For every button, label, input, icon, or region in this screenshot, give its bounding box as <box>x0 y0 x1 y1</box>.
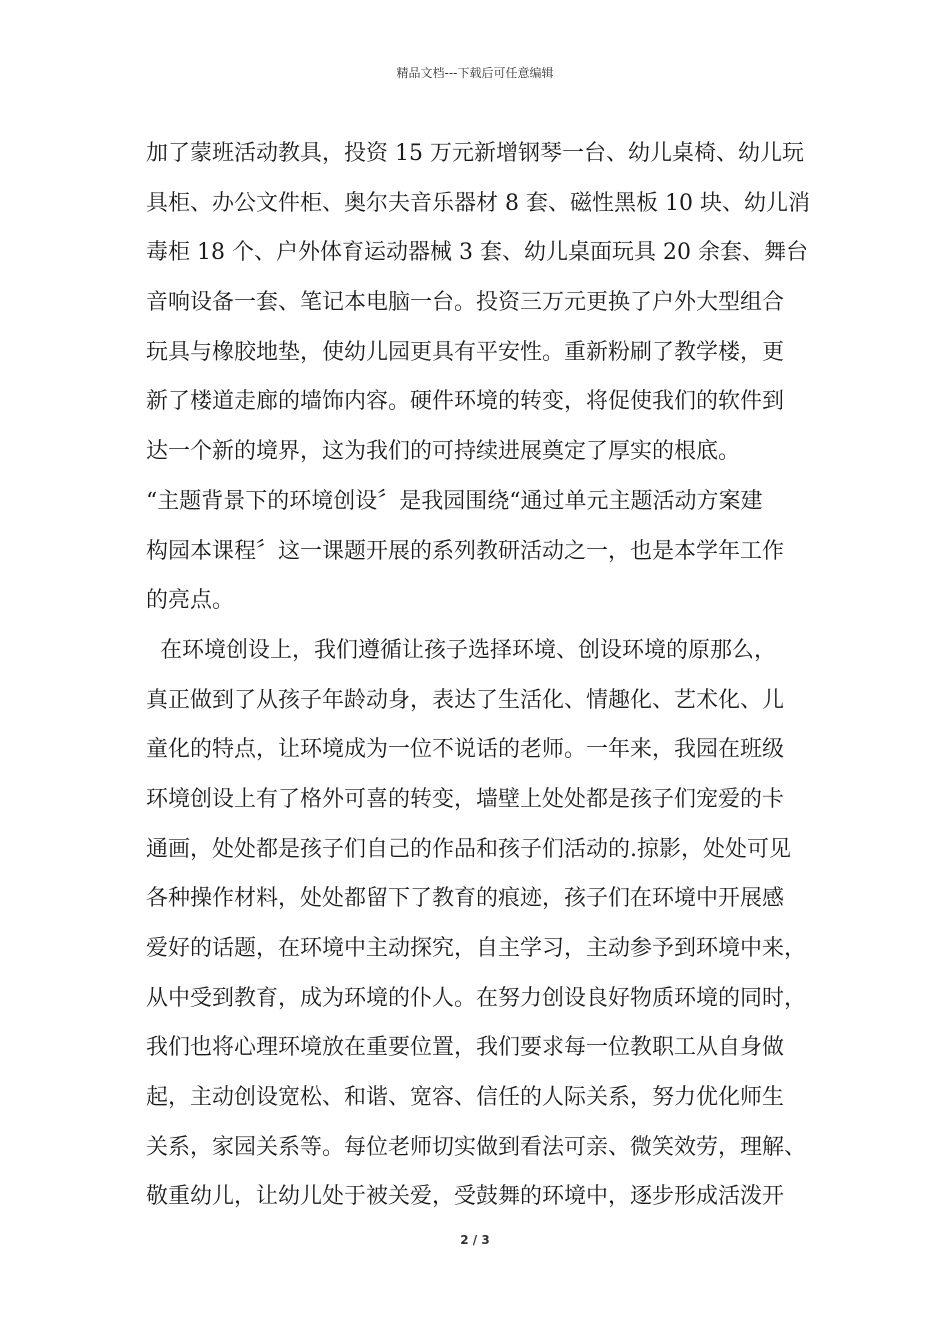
text-line: 爱好的话题，在环境中主动探究，自主学习，主动参予到环境中来， <box>146 936 807 961</box>
text-line: 在环境创设上，我们遵循让孩子选择环境、创设环境的原那么， <box>146 637 776 663</box>
text-line: 敬重幼儿，让幼儿处于被关爱，受鼓舞的环境中，逐步形成活泼开 <box>146 1184 785 1210</box>
text-line: 构园本课程〞这一课题开展的系列教研活动之一，也是本学年工作 <box>146 538 785 564</box>
text-line: 达一个新的境界，这为我们的可持续进展奠定了厚实的根底。 <box>146 439 741 465</box>
text-line: 玩具与橡胶地垫，使幼儿园更具有平安性。重新粉刷了教学楼，更 <box>146 339 785 365</box>
page-number: 2 / 3 <box>460 1233 490 1247</box>
text-line: 从中受到教育，成为环境的仆人。在努力创设良好物质环境的同时， <box>146 985 807 1011</box>
text-line: 关系，家园关系等。每位老师切实做到看法可亲、微笑效劳，理解、 <box>146 1134 807 1160</box>
text-line: 毒柜 18 个、户外体育运动器械 3 套、幼儿桌面玩具 20 余套、舞台 <box>146 240 808 266</box>
text-line: 的亮点。 <box>146 588 235 614</box>
text-line: 音响设备一套、笔记本电脑一台。投资三万元更换了户外大型组合 <box>146 290 785 316</box>
text-line: 通画，处处都是孩子们自己的作品和孩子们活动的.掠影，处处可见 <box>146 836 791 862</box>
text-line: 各种操作材料，处处都留下了教育的痕迹，孩子们在环境中开展感 <box>146 886 785 912</box>
text-line: 童化的特点，让环境成为一位不说话的老师。一年来，我园在班级 <box>146 737 785 763</box>
text-line: 我们也将心理环境放在重要位置，我们要求每一位教职工从自身做 <box>146 1035 785 1061</box>
text-line: 新了楼道走廊的墙饰内容。硬件环境的转变，将促使我们的软件到 <box>146 389 785 415</box>
document-body <box>146 129 826 1222</box>
text-line: 加了蒙班活动教具，投资 15 万元新增钢琴一台、幼儿桌椅、幼儿玩 <box>146 141 804 166</box>
text-line: 环境创设上有了格外可喜的转变，墙壁上处处都是孩子们宠爱的卡 <box>146 786 785 812</box>
page-header: 精品文档---下载后可任意编辑 <box>396 66 554 80</box>
text-line: 具柜、办公文件柜、奥尔夫音乐器材 8 套、磁性黑板 10 块、幼儿消 <box>146 190 810 216</box>
text-line: 真正做到了从孩子年龄动身，表达了生活化、情趣化、艺术化、儿 <box>146 687 785 713</box>
text-line: “主题背景下的环境创设〞是我园围绕“通过单元主题活动方案建 <box>146 488 763 514</box>
text-line: 起，主动创设宽松、和谐、宽容、信任的人际关系，努力优化师生 <box>146 1085 785 1111</box>
